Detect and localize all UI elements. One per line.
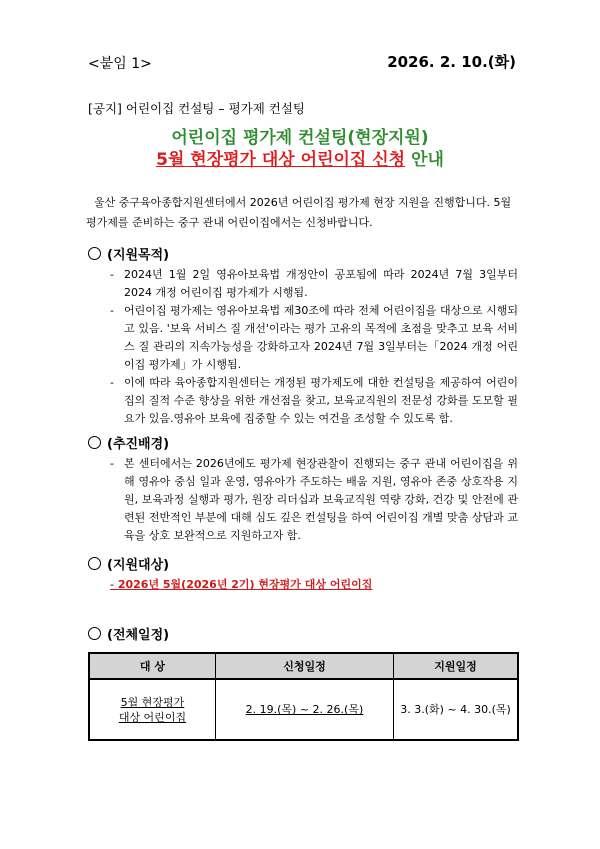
purpose-item-text: 2024년 1월 2일 영유아보육법 개정안이 공포됨에 따라 2024년 7월 3일부터 2024 개정 어린이집 평가제가 시행됨. — [124, 268, 518, 299]
schedule-table — [88, 652, 519, 741]
title-highlight: 5월 현장평가 대상 어린이집 신청 — [156, 150, 406, 170]
section-heading-text: (지원목적) — [107, 248, 170, 263]
background-item-1 — [110, 455, 518, 545]
section-background-heading — [88, 433, 169, 452]
title-line1: 어린이집 평가제 컨설팅(현장지원) — [171, 128, 429, 148]
dash-bullet: - — [110, 457, 114, 470]
cell-support: 3. 3.(화) ~ 4. 30.(목) — [394, 679, 518, 740]
document-date: 2026. 2. 10.(화) — [387, 53, 516, 71]
table-header-row — [89, 653, 518, 679]
section-target-heading — [88, 554, 169, 573]
dash-bullet: - — [110, 268, 114, 281]
section-purpose-heading — [88, 244, 169, 263]
target-item — [110, 576, 372, 592]
purpose-item-3 — [110, 374, 518, 428]
intro-paragraph: 울산 중구육아종합지원센터에서 2026년 어린이집 평가제 현장 지원을 진행합니다. 5월 평가제를 준비하는 중구 관내 어린이집에서는 신청바랍니다. — [86, 196, 512, 229]
purpose-item-text: 이에 따라 육아종합지원센터는 개정된 평가제도에 대한 컨설팅을 제공하여 어린이집의 질적 수준 향상을 위한 개선점을 찾고, 보육교직원의 전문성 강화를 도모할 필요가 있음.영유아 보육에 집중할 수 있는 여건을 조성할 수 있도록 함. — [124, 376, 518, 425]
title-line2 — [0, 145, 600, 170]
attachment-label: <붙임 1> — [88, 56, 152, 72]
purpose-item-2 — [110, 302, 518, 374]
circle-bullet-icon — [88, 247, 101, 260]
purpose-item-text: 어린이집 평가제는 영유아보육법 제30조에 따라 전체 어린이집을 대상으로 시행되고 있음. '보육 서비스 질 개선'이라는 평가 고유의 목적에 초점을 맞추고 보육 서비스 질 관리의 지속가능성을 강화하고자 2024년 7월 3일부터는「2024 개정 어린이집 평가제」가 시행됨. — [124, 304, 518, 371]
circle-bullet-icon — [88, 436, 101, 449]
section-heading-text: (전체일정) — [107, 628, 170, 643]
notice-label: [공지] 어린이집 컨설팅 – 평가제 컨설팅 — [88, 101, 305, 116]
column-header-target: 대 상 — [89, 653, 215, 679]
dash-bullet: - — [110, 578, 114, 591]
column-header-apply: 신청일정 — [215, 653, 393, 679]
cell-apply — [215, 679, 393, 740]
purpose-item-1 — [110, 266, 518, 302]
section-heading-text: (지원대상) — [107, 558, 170, 573]
target-line2: 대상 어린이집 — [118, 710, 187, 724]
target-text: 2026년 5월(2026년 2기) 현장평가 대상 어린이집 — [117, 578, 373, 591]
section-schedule-heading — [88, 624, 169, 643]
dash-bullet: - — [110, 304, 114, 317]
circle-bullet-icon — [88, 627, 101, 640]
dash-bullet: - — [110, 376, 114, 389]
title-suffix: 안내 — [405, 150, 444, 170]
cell-target — [89, 679, 215, 740]
target-line1: 5월 현장평가 — [120, 695, 185, 709]
background-item-text: 본 센터에서는 2026년에도 평가제 현장관찰이 진행되는 중구 관내 어린이집을 위해 영유아 중심 일과 운영, 영유아가 주도하는 배움 지원, 영유아 존중 상호작용 지원, 보육과정 실행과 평가, 원장 리더십과 보육교직원 역량 강화, 건강 및 안전에 관련된 전반적인 부분에 대해 심도 깊은 컨설팅을 하여 어린이집 개별 맞춤 상담과 교육을 상호 보완적으로 지원하고자 함. — [124, 457, 518, 542]
column-header-support: 지원일정 — [394, 653, 518, 679]
apply-period: 2. 19.(목) ~ 2. 26.(목) — [245, 703, 364, 716]
section-heading-text: (추진배경) — [107, 437, 170, 452]
table-row — [89, 679, 518, 740]
circle-bullet-icon — [88, 557, 101, 570]
